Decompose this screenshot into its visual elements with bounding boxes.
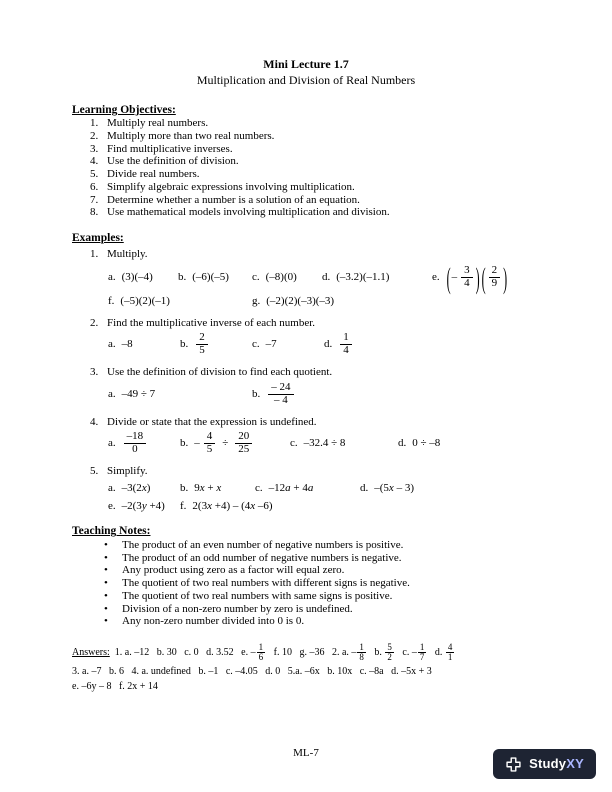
expression: –8 (121, 338, 133, 351)
example-item-3b (252, 382, 296, 407)
item-label: d. (360, 481, 369, 494)
answers-label: Answers: (72, 647, 110, 659)
fraction-numerator: 3 (461, 265, 473, 278)
example-4-prompt (72, 416, 540, 429)
objective-text: Multiply more than two real numbers. (107, 129, 275, 142)
answer-text: 1. a. –12 b. 30 c. 0 d. 3.52 e. – (109, 647, 256, 659)
example-item-5f (180, 500, 273, 513)
expression (192, 500, 272, 513)
example-number: 3. (90, 366, 99, 379)
expression: (–5)(2)(–1) (120, 294, 170, 307)
fraction (268, 382, 293, 407)
objective-text: Use the definition of division. (107, 155, 239, 168)
minus-sign: – (194, 437, 200, 450)
item-label: b. (178, 271, 187, 284)
teaching-note-text: The product of an odd number of negative numbers is negative. (122, 551, 402, 564)
expr-var: x (250, 499, 256, 512)
item-label: a. (108, 271, 116, 284)
division-sign: ÷ (222, 437, 229, 450)
example-item-4d (398, 437, 440, 450)
fraction-numerator: 1 (419, 642, 425, 653)
expr-part: ) (146, 481, 151, 494)
objective-text: Multiply real numbers. (107, 117, 209, 130)
fraction-numerator: 1 (340, 332, 352, 345)
example-item-4c (290, 437, 398, 450)
bullet: • (104, 551, 108, 564)
expr-var: x (388, 481, 394, 494)
item-label: a. (108, 338, 116, 351)
fraction-denominator: 4 (343, 344, 349, 357)
teaching-note-text: The product of an even number of negative numbers is positive. (122, 538, 404, 551)
answer-text: d. (427, 647, 445, 659)
item-label: e. (108, 499, 116, 512)
answers-line-1 (72, 643, 540, 663)
learning-objectives-section (72, 104, 540, 219)
fraction-numerator: 2 (196, 332, 208, 345)
fraction (340, 332, 352, 357)
example-item-5c (255, 482, 360, 495)
example-item-1b (178, 271, 252, 284)
objective-item (72, 168, 540, 181)
fraction-denominator: 5 (206, 443, 213, 456)
fraction-numerator: 4 (204, 431, 216, 444)
fraction-numerator: – 24 (268, 382, 293, 395)
expression: (–2)(2)(–3)(–3) (266, 294, 335, 307)
example-item-2c (252, 338, 324, 351)
fraction (204, 431, 216, 456)
plus-icon (505, 756, 522, 773)
fraction-numerator: 2 (489, 265, 501, 278)
expr-part: –6) (255, 499, 273, 512)
fraction-denominator: 1 (447, 652, 453, 663)
teaching-note-item (72, 564, 540, 577)
examples-heading: Examples: (72, 232, 124, 245)
answer-fraction (257, 643, 266, 663)
example-5-row-2 (72, 500, 540, 513)
example-item-2d (324, 332, 354, 357)
example-1-row-2 (72, 295, 540, 308)
big-paren: ) (475, 260, 480, 296)
example-number: 2. (90, 316, 99, 329)
teaching-notes-heading: Teaching Notes: (72, 525, 151, 538)
item-label: b. (180, 437, 189, 450)
answer-fraction (418, 643, 427, 663)
example-item-1a (108, 271, 178, 284)
example-item-3a (108, 388, 252, 401)
example-prompt-text: Simplify. (107, 465, 148, 478)
objective-number: 3. (90, 142, 99, 155)
item-label: f. (180, 499, 187, 512)
fraction-numerator: 1 (258, 642, 264, 653)
example-item-1g (252, 295, 334, 308)
expression: –32.4 ÷ 8 (303, 437, 346, 450)
fraction-denominator: 5 (199, 344, 205, 357)
expr-part: + 4 (290, 481, 308, 494)
item-label: a. (108, 387, 116, 400)
fraction-denominator: 0 (132, 443, 138, 456)
objective-number: 4. (90, 155, 99, 168)
item-label: f. (108, 294, 115, 307)
objective-number: 7. (90, 193, 99, 206)
fraction-numerator: 20 (235, 431, 252, 444)
example-1-prompt (72, 248, 540, 261)
objective-number: 6. (90, 180, 99, 193)
example-item-1c (252, 271, 322, 284)
item-label: g. (252, 294, 261, 307)
example-3-prompt (72, 366, 540, 379)
big-paren: ( (446, 260, 451, 296)
item-label: b. (180, 481, 189, 494)
expression (194, 482, 221, 495)
answer-fraction (385, 643, 394, 663)
objective-item (72, 130, 540, 143)
item-label: e. (432, 271, 440, 284)
expression (269, 482, 314, 495)
expression: 0 ÷ –8 (412, 437, 441, 450)
example-2-row (72, 332, 540, 357)
fraction-numerator: 4 (447, 642, 453, 653)
example-item-2a (108, 338, 180, 351)
objective-number: 8. (90, 206, 99, 219)
expr-part: –3(2 (121, 481, 142, 494)
teaching-note-item (72, 590, 540, 603)
fraction (461, 265, 473, 290)
expr-part: –(5 (374, 481, 389, 494)
big-paren: ) (503, 260, 508, 296)
teaching-note-text: Any non-zero number divided into 0 is 0. (122, 615, 305, 628)
answer-fraction (357, 643, 366, 663)
objective-text: Determine whether a number is a solution of an equation. (107, 193, 360, 206)
answers-line-2: 3. a. –7 b. 6 4. a. undefined b. –1 c. –4.05 d. 0 5.a. –6x b. 10x c. –8a d. –5x + 3 (72, 665, 432, 677)
teaching-note-text: The quotient of two real numbers with same signs is positive. (122, 589, 393, 602)
example-number: 4. (90, 415, 99, 428)
item-label: b. (252, 387, 261, 400)
example-2-prompt (72, 317, 540, 330)
expr-part: 9 (194, 481, 200, 494)
page-number: ML-7 (293, 747, 319, 760)
example-item-1f (108, 295, 252, 308)
fraction (124, 431, 147, 456)
expr-part: –2(3 (121, 499, 142, 512)
example-item-4b (180, 431, 290, 456)
expr-part: –12 (268, 481, 286, 494)
example-item-4a (108, 431, 180, 456)
expr-part: 2(3 (192, 499, 208, 512)
fraction-denominator: 7 (419, 652, 425, 663)
brand-name (529, 756, 584, 771)
big-paren: ( (481, 260, 486, 296)
example-item-5a (108, 482, 180, 495)
example-4-row (72, 431, 540, 456)
bullet: • (104, 564, 108, 577)
example-item-2b (180, 332, 252, 357)
fraction-denominator: 25 (238, 443, 250, 456)
example-5-prompt (72, 465, 540, 478)
studyxy-badge (493, 749, 596, 779)
expr-var: y (141, 499, 147, 512)
expression: –49 ÷ 7 (121, 387, 156, 400)
bullet: • (104, 602, 108, 615)
page-title: Mini Lecture 1.7 (263, 57, 349, 71)
example-number: 5. (90, 465, 99, 478)
expr-var: a (307, 481, 314, 494)
objective-text: Divide real numbers. (107, 168, 200, 181)
teaching-note-item (72, 552, 540, 565)
example-prompt-text: Divide or state that the expression is undefined. (107, 415, 317, 428)
example-item-5e (108, 500, 180, 513)
answer-text: c. – (394, 647, 417, 659)
teaching-note-text: The quotient of two real numbers with different signs is negative. (122, 577, 410, 590)
example-3-row (72, 382, 540, 407)
example-item-5d (360, 482, 414, 495)
learning-objectives-heading: Learning Objectives: (72, 103, 176, 116)
example-prompt-text: Find the multiplicative inverse of each number. (107, 316, 316, 329)
fraction-numerator: 1 (359, 642, 364, 653)
answer-text: f. 10 g. –36 2. a. – (266, 647, 357, 659)
item-label: c. (252, 338, 260, 351)
expression: (–6)(–5) (192, 271, 229, 284)
item-label: c. (290, 437, 298, 450)
fraction-denominator: 9 (491, 277, 498, 290)
expression: (3)(–4) (121, 271, 153, 284)
item-label: b. (180, 338, 189, 351)
teaching-note-text: Any product using zero as a factor will equal zero. (122, 564, 345, 577)
expression: (–8)(0) (265, 271, 297, 284)
expression (374, 482, 414, 495)
expr-part: – 3) (393, 481, 414, 494)
expr-part: + (204, 481, 217, 494)
fraction-denominator: 4 (464, 277, 470, 290)
objective-text: Simplify algebraic expressions involving multiplication. (107, 180, 355, 193)
expression: –7 (265, 338, 277, 351)
brand-study: Study (529, 756, 567, 772)
answer-text: b. (366, 647, 385, 659)
fraction (196, 332, 208, 357)
fraction-denominator: – 4 (274, 393, 288, 406)
bullet: • (104, 615, 108, 628)
teaching-notes-section (72, 525, 540, 628)
teaching-note-item (72, 615, 540, 628)
examples-section (72, 232, 540, 512)
page-subtitle: Multiplication and Division of Real Numbers (196, 72, 416, 87)
item-label: d. (398, 437, 407, 450)
example-prompt-text: Multiply. (107, 248, 148, 261)
expression (122, 482, 151, 495)
item-label: a. (108, 481, 116, 494)
bullet: • (104, 538, 108, 551)
fraction (489, 265, 501, 290)
expr-part: +4) – (4 (211, 499, 251, 512)
fraction (235, 431, 252, 456)
objective-item (72, 155, 540, 168)
teaching-note-item (72, 603, 540, 616)
objective-number: 2. (90, 129, 99, 142)
expr-part: +4) (146, 499, 165, 512)
answers-line-3: e. –6y – 8 f. 2x + 14 (72, 680, 158, 692)
objective-item (72, 206, 540, 219)
example-5-row-1 (72, 482, 540, 495)
item-label: d. (322, 271, 331, 284)
example-item-5b (180, 482, 255, 495)
fraction-denominator: 8 (359, 652, 364, 663)
item-label: c. (252, 271, 260, 284)
example-number: 1. (90, 248, 99, 261)
objective-text: Find multiplicative inverses. (107, 142, 233, 155)
objective-text: Use mathematical models involving multiplication and division. (107, 206, 390, 219)
minus-sign: – (451, 271, 458, 284)
fraction-numerator: 5 (387, 642, 392, 653)
bullet: • (104, 589, 108, 602)
item-label: d. (324, 338, 333, 351)
brand-xy: XY (566, 756, 584, 772)
objective-number: 1. (90, 117, 99, 130)
item-label: c. (255, 481, 263, 494)
expr-var: x (199, 481, 205, 494)
teaching-note-item (72, 577, 540, 590)
bullet: • (104, 577, 108, 590)
example-item-1e (432, 260, 508, 296)
fraction-denominator: 2 (387, 652, 392, 663)
objective-item (72, 194, 540, 207)
expression (122, 500, 165, 513)
expr-var: a (285, 481, 291, 494)
answer-fraction (446, 643, 455, 663)
expr-var: x (207, 499, 212, 512)
objective-number: 5. (90, 168, 99, 181)
objective-item (72, 117, 540, 130)
example-1-row-1 (72, 260, 540, 296)
teaching-note-item (72, 539, 540, 552)
expression: (–3.2)(–1.1) (336, 271, 390, 284)
teaching-note-text: Division of a non-zero number by zero is undefined. (122, 602, 353, 615)
example-prompt-text: Use the definition of division to find each quotient. (107, 366, 333, 379)
fraction-numerator: –18 (124, 431, 147, 444)
fraction-denominator: 6 (258, 652, 264, 663)
expr-var: x (216, 481, 222, 494)
objective-item (72, 143, 540, 156)
example-item-1d (322, 271, 432, 284)
answers-block (72, 643, 540, 693)
objective-item (72, 181, 540, 194)
expr-var: x (141, 481, 147, 494)
item-label: a. (108, 437, 116, 450)
